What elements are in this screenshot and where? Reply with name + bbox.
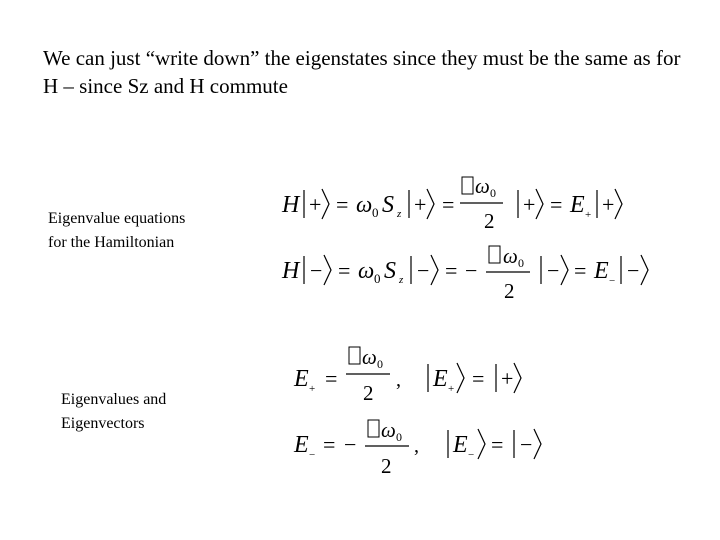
svg-text:0: 0 [377, 357, 383, 371]
svg-text:ω: ω [358, 258, 375, 283]
svg-text:ω: ω [362, 345, 377, 369]
svg-text:S: S [384, 258, 396, 284]
svg-text:2: 2 [504, 279, 515, 303]
svg-text:=: = [325, 366, 338, 391]
slide-heading: We can just “write down” the eigenstates since they must be the same as for H – since Sz and H commute [43, 46, 681, 98]
svg-text:0: 0 [396, 430, 402, 444]
eigen-equation-minus [281, 244, 648, 303]
svg-text:−: − [309, 449, 316, 461]
svg-text:E: E [294, 366, 309, 392]
svg-text:−: − [609, 275, 616, 287]
svg-text:,: , [414, 435, 419, 457]
svg-text:ω: ω [475, 174, 490, 198]
svg-text:E: E [453, 432, 468, 458]
label-eigenvalues-eigenvectors: Eigenvalues and Eigenvectors [61, 391, 167, 432]
svg-text:E: E [433, 366, 448, 392]
svg-text:+: + [448, 383, 455, 395]
svg-text:−: − [465, 258, 478, 283]
svg-text:−: − [310, 258, 323, 283]
eigenvalue-minus [293, 418, 541, 478]
svg-text:=: = [442, 192, 455, 217]
svg-text:=: = [574, 258, 587, 283]
svg-text:=: = [472, 366, 485, 391]
eigenvalue-plus [293, 345, 521, 405]
svg-text:+: + [309, 383, 316, 395]
svg-text:ω: ω [503, 244, 518, 268]
svg-text:+: + [523, 192, 536, 217]
svg-text:ω: ω [381, 418, 396, 442]
svg-text:=: = [550, 192, 563, 217]
svg-text:2: 2 [484, 209, 495, 233]
svg-text:ω: ω [356, 192, 373, 217]
svg-text:0: 0 [490, 186, 496, 200]
svg-text:−: − [627, 258, 640, 283]
svg-text:H: H [282, 258, 300, 284]
svg-text:=: = [336, 192, 349, 217]
svg-text:+: + [501, 366, 514, 391]
svg-text:−: − [417, 258, 430, 283]
svg-text:=: = [338, 258, 351, 283]
svg-text:0: 0 [372, 205, 379, 220]
svg-text:2: 2 [381, 454, 392, 478]
svg-text:+: + [309, 192, 322, 217]
svg-text:−: − [520, 432, 533, 457]
svg-text:z: z [397, 208, 402, 220]
svg-text:−: − [547, 258, 560, 283]
label-eigenvalue-equations: Eigenvalue equations for the Hamiltonian [48, 210, 186, 251]
svg-text:0: 0 [518, 256, 524, 270]
svg-text:+: + [414, 192, 427, 217]
svg-text:=: = [491, 432, 504, 457]
svg-text:+: + [602, 192, 615, 217]
svg-text:=: = [323, 432, 336, 457]
svg-text:E: E [294, 432, 309, 458]
svg-text:0: 0 [374, 271, 381, 286]
svg-text:−: − [344, 432, 357, 457]
svg-text:E: E [570, 192, 585, 218]
svg-text:,: , [396, 369, 401, 391]
svg-text:E: E [594, 258, 609, 284]
svg-text:H: H [282, 192, 300, 218]
eigen-equation-plus [281, 174, 622, 233]
svg-text:2: 2 [363, 381, 374, 405]
svg-text:−: − [468, 449, 475, 461]
svg-text:z: z [399, 274, 404, 286]
svg-text:+: + [585, 209, 592, 221]
svg-text:S: S [382, 192, 394, 218]
svg-text:=: = [445, 258, 458, 283]
